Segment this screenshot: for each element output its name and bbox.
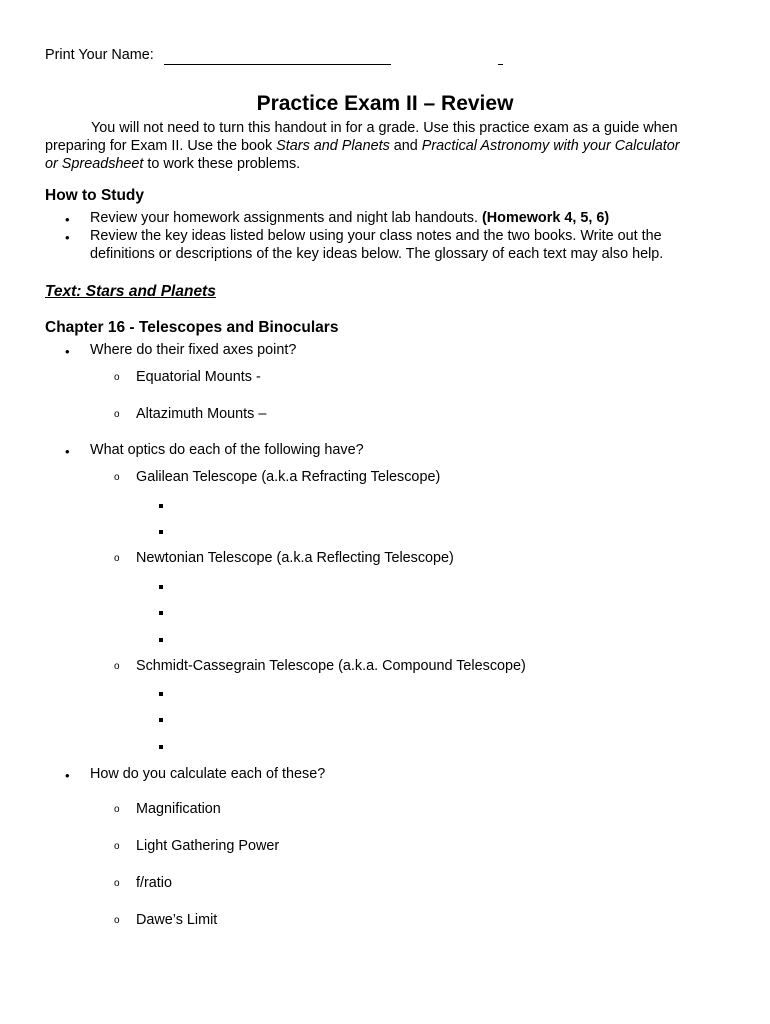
sub-bullet-icon: o	[114, 472, 120, 483]
text-section-heading: Text: Stars and Planets	[45, 283, 216, 300]
bullet-icon: •	[65, 230, 70, 245]
sub-bullet-icon: o	[114, 553, 120, 564]
square-bullet-icon	[159, 504, 163, 508]
list-item-galilean-telescope: Galilean Telescope (a.k.a Refracting Telescope)	[136, 469, 441, 485]
book-title-continued: or Spreadsheet	[45, 156, 144, 172]
chapter-16-heading: Chapter 16 - Telescopes and Binoculars	[45, 319, 339, 336]
list-item-newtonian-telescope: Newtonian Telescope (a.k.a Reflecting Telescope)	[136, 550, 454, 566]
print-name-label: Print Your Name:	[45, 47, 154, 63]
sub-bullet-icon: o	[114, 878, 120, 889]
study-item-homework	[90, 210, 609, 226]
short-blank-line	[498, 64, 503, 65]
intro-text: to work these problems.	[143, 156, 301, 172]
question-optics: What optics do each of the following have?	[90, 442, 364, 458]
sub-bullet-icon: o	[114, 915, 120, 926]
list-item-f-ratio: f/ratio	[136, 875, 172, 891]
sub-bullet-icon: o	[114, 372, 120, 383]
study-item-review-line-2: definitions or descriptions of the key ideas below. The glossary of each text may also help.	[90, 246, 664, 262]
square-bullet-icon	[159, 692, 163, 696]
study-item-review-line-1: Review the key ideas listed below using your class notes and the two books. Write out the	[90, 228, 662, 244]
question-calculate: How do you calculate each of these?	[90, 766, 326, 782]
intro-line-1: You will not need to turn this handout in for a grade. Use this practice exam as a guide when	[91, 120, 678, 136]
square-bullet-icon	[159, 585, 163, 589]
book-title-stars-and-planets: Stars and Planets	[276, 138, 390, 154]
bullet-icon: •	[65, 444, 70, 459]
bullet-icon: •	[65, 344, 70, 359]
square-bullet-icon	[159, 611, 163, 615]
homework-numbers: (Homework 4, 5, 6)	[481, 210, 610, 226]
square-bullet-icon	[159, 530, 163, 534]
list-item-schmidt-cassegrain-telescope: Schmidt-Cassegrain Telescope (a.k.a. Compound Telescope)	[136, 658, 526, 674]
intro-text: and	[389, 138, 422, 154]
sub-bullet-icon: o	[114, 804, 120, 815]
how-to-study-heading: How to Study	[45, 187, 145, 204]
question-fixed-axes: Where do their fixed axes point?	[90, 342, 297, 358]
study-item-text: Review your homework assignments and night lab handouts.	[90, 210, 482, 226]
bullet-icon: •	[65, 768, 70, 783]
sub-bullet-icon: o	[114, 841, 120, 852]
book-title-practical-astronomy: Practical Astronomy with your Calculator	[421, 138, 680, 154]
intro-line-3	[45, 155, 730, 173]
list-item-altazimuth-mounts: Altazimuth Mounts –	[136, 406, 267, 422]
intro-paragraph	[45, 119, 730, 173]
square-bullet-icon	[159, 745, 163, 749]
sub-bullet-icon: o	[114, 409, 120, 420]
bullet-icon: •	[65, 212, 70, 227]
sub-bullet-icon: o	[114, 661, 120, 672]
page-title: Practice Exam II – Review	[256, 92, 514, 115]
intro-line-2	[45, 137, 730, 155]
name-blank-line[interactable]	[164, 64, 391, 65]
list-item-light-gathering-power: Light Gathering Power	[136, 838, 280, 854]
list-item-magnification: Magnification	[136, 801, 221, 817]
intro-text: preparing for Exam II. Use the book	[45, 138, 277, 154]
list-item-dawes-limit: Dawe’s Limit	[136, 912, 218, 928]
square-bullet-icon	[159, 638, 163, 642]
square-bullet-icon	[159, 718, 163, 722]
list-item-equatorial-mounts: Equatorial Mounts -	[136, 369, 261, 385]
